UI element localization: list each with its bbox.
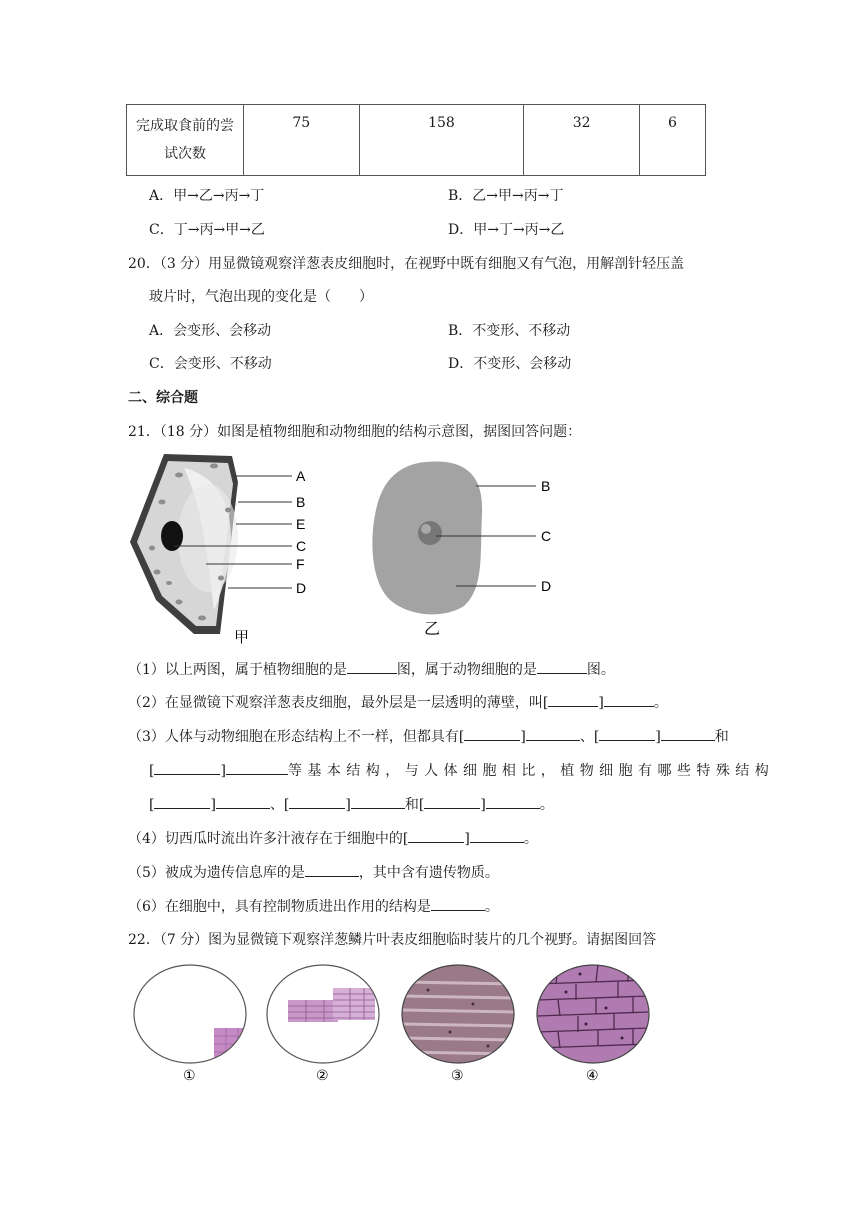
table-cell: 75 bbox=[244, 105, 360, 176]
q19-option-b: B．乙→甲→丙→丁 bbox=[448, 188, 564, 204]
plant-label-c: C bbox=[296, 538, 307, 554]
answer-blank[interactable] bbox=[347, 659, 397, 674]
answer-blank[interactable] bbox=[154, 760, 220, 775]
answer-blank[interactable] bbox=[661, 726, 715, 741]
animal-label-d: D bbox=[541, 578, 552, 594]
row-label-line1: 完成取食前的尝 bbox=[136, 117, 234, 134]
q21-part3-line2: [ ] 等 基 本 结 构 ， 与 人 体 细 胞 相 比 ， 植 物 细 胞 有 哪 些 特 殊 结 构 bbox=[149, 760, 729, 780]
table-cell: 158 bbox=[359, 105, 524, 176]
view-label-2: ② bbox=[316, 1067, 329, 1083]
animal-figure-caption: 乙 bbox=[424, 621, 441, 638]
answer-blank[interactable] bbox=[408, 828, 464, 843]
q20-option-a: A．会变形、会移动 bbox=[149, 323, 272, 339]
q19-option-a: A．甲→乙→丙→丁 bbox=[149, 188, 265, 204]
view-label-1: ① bbox=[183, 1067, 196, 1083]
plant-label-b: B bbox=[296, 494, 306, 510]
plant-figure-caption: 甲 bbox=[234, 629, 250, 646]
answer-blank[interactable] bbox=[351, 794, 405, 809]
plant-label-f: F bbox=[296, 556, 305, 572]
plant-cell-figure bbox=[124, 450, 324, 650]
plant-label-d: D bbox=[296, 580, 307, 596]
answer-blank[interactable] bbox=[424, 794, 480, 809]
plant-label-a: A bbox=[296, 468, 306, 484]
table-row bbox=[127, 105, 706, 176]
microscope-views-figure bbox=[128, 962, 658, 1087]
q20-option-d: D．不变形、会移动 bbox=[448, 356, 572, 372]
view-label-4: ④ bbox=[586, 1067, 599, 1083]
row-label-line2: 试次数 bbox=[164, 145, 206, 162]
q21-part6: （6）在细胞中，具有控制物质进出作用的结构是 。 bbox=[128, 896, 499, 916]
trial-count-table bbox=[126, 104, 706, 176]
answer-blank[interactable] bbox=[226, 760, 288, 775]
answer-blank[interactable] bbox=[305, 862, 359, 877]
table-row-header bbox=[127, 105, 244, 176]
plant-cell-vacuole-center bbox=[178, 484, 238, 592]
q20-stem-line1: 20．（3 分）用显微镜观察洋葱表皮细胞时，在视野中既有细胞又有气泡，用解剖针轻压盖 bbox=[128, 256, 685, 272]
answer-blank[interactable] bbox=[464, 726, 520, 741]
answer-blank[interactable] bbox=[548, 692, 598, 707]
microscope-view-2 bbox=[267, 965, 379, 1083]
animal-label-b: B bbox=[541, 478, 551, 494]
q22-stem: 22．（7 分）图为显微镜下观察洋葱鳞片叶表皮细胞临时装片的几个视野。请据图回答 bbox=[128, 932, 657, 948]
q21-part1: （1）以上两图，属于植物细胞的是 图，属于动物细胞的是 图。 bbox=[128, 659, 615, 679]
answer-blank[interactable] bbox=[470, 828, 524, 843]
animal-label-c: C bbox=[541, 528, 552, 544]
q21-part2: （2）在显微镜下观察洋葱表皮细胞，最外层是一层透明的薄壁，叫[ ] 。 bbox=[128, 692, 668, 712]
answer-blank[interactable] bbox=[604, 692, 654, 707]
view-label-3: ③ bbox=[451, 1067, 464, 1083]
q20-option-c: C．会变形、不移动 bbox=[149, 356, 272, 372]
table-cell: 6 bbox=[639, 105, 705, 176]
answer-blank[interactable] bbox=[599, 726, 655, 741]
q21-part4: （4）切西瓜时流出许多汁液存在于细胞中的[ ] 。 bbox=[128, 828, 538, 848]
answer-blank[interactable] bbox=[486, 794, 540, 809]
table-cell: 32 bbox=[524, 105, 640, 176]
answer-blank[interactable] bbox=[216, 794, 270, 809]
answer-blank[interactable] bbox=[526, 726, 580, 741]
microscope-view-4 bbox=[537, 964, 649, 1083]
answer-blank[interactable] bbox=[289, 794, 345, 809]
plant-label-e: E bbox=[296, 516, 306, 532]
q19-option-c: C．丁→丙→甲→乙 bbox=[149, 222, 265, 238]
q21-part5: （5）被成为遗传信息库的是 ，其中含有遗传物质。 bbox=[128, 862, 499, 882]
q19-option-d: D．甲→丁→丙→乙 bbox=[448, 222, 565, 238]
q21-stem: 21．（18 分）如图是植物细胞和动物细胞的结构示意图，据图回答问题： bbox=[128, 424, 582, 440]
answer-blank[interactable] bbox=[154, 794, 210, 809]
microscope-view-1 bbox=[134, 965, 254, 1083]
q21-part3-line3: [ ] 、[ ] 和[ ] 。 bbox=[149, 794, 554, 814]
microscope-view-3 bbox=[400, 964, 516, 1083]
q20-stem-line2: 玻片时，气泡出现的变化是（ ） bbox=[149, 289, 373, 305]
animal-cell-figure bbox=[366, 456, 566, 641]
answer-blank[interactable] bbox=[431, 896, 485, 911]
q20-option-b: B．不变形、不移动 bbox=[448, 323, 571, 339]
animal-cell-nucleus bbox=[418, 521, 442, 545]
q21-part3-line1: （3）人体与动物细胞在形态结构上不一样，但都具有[ ] 、[ ] 和 bbox=[128, 726, 729, 746]
answer-blank[interactable] bbox=[537, 659, 587, 674]
section-title: 二、综合题 bbox=[128, 390, 198, 406]
